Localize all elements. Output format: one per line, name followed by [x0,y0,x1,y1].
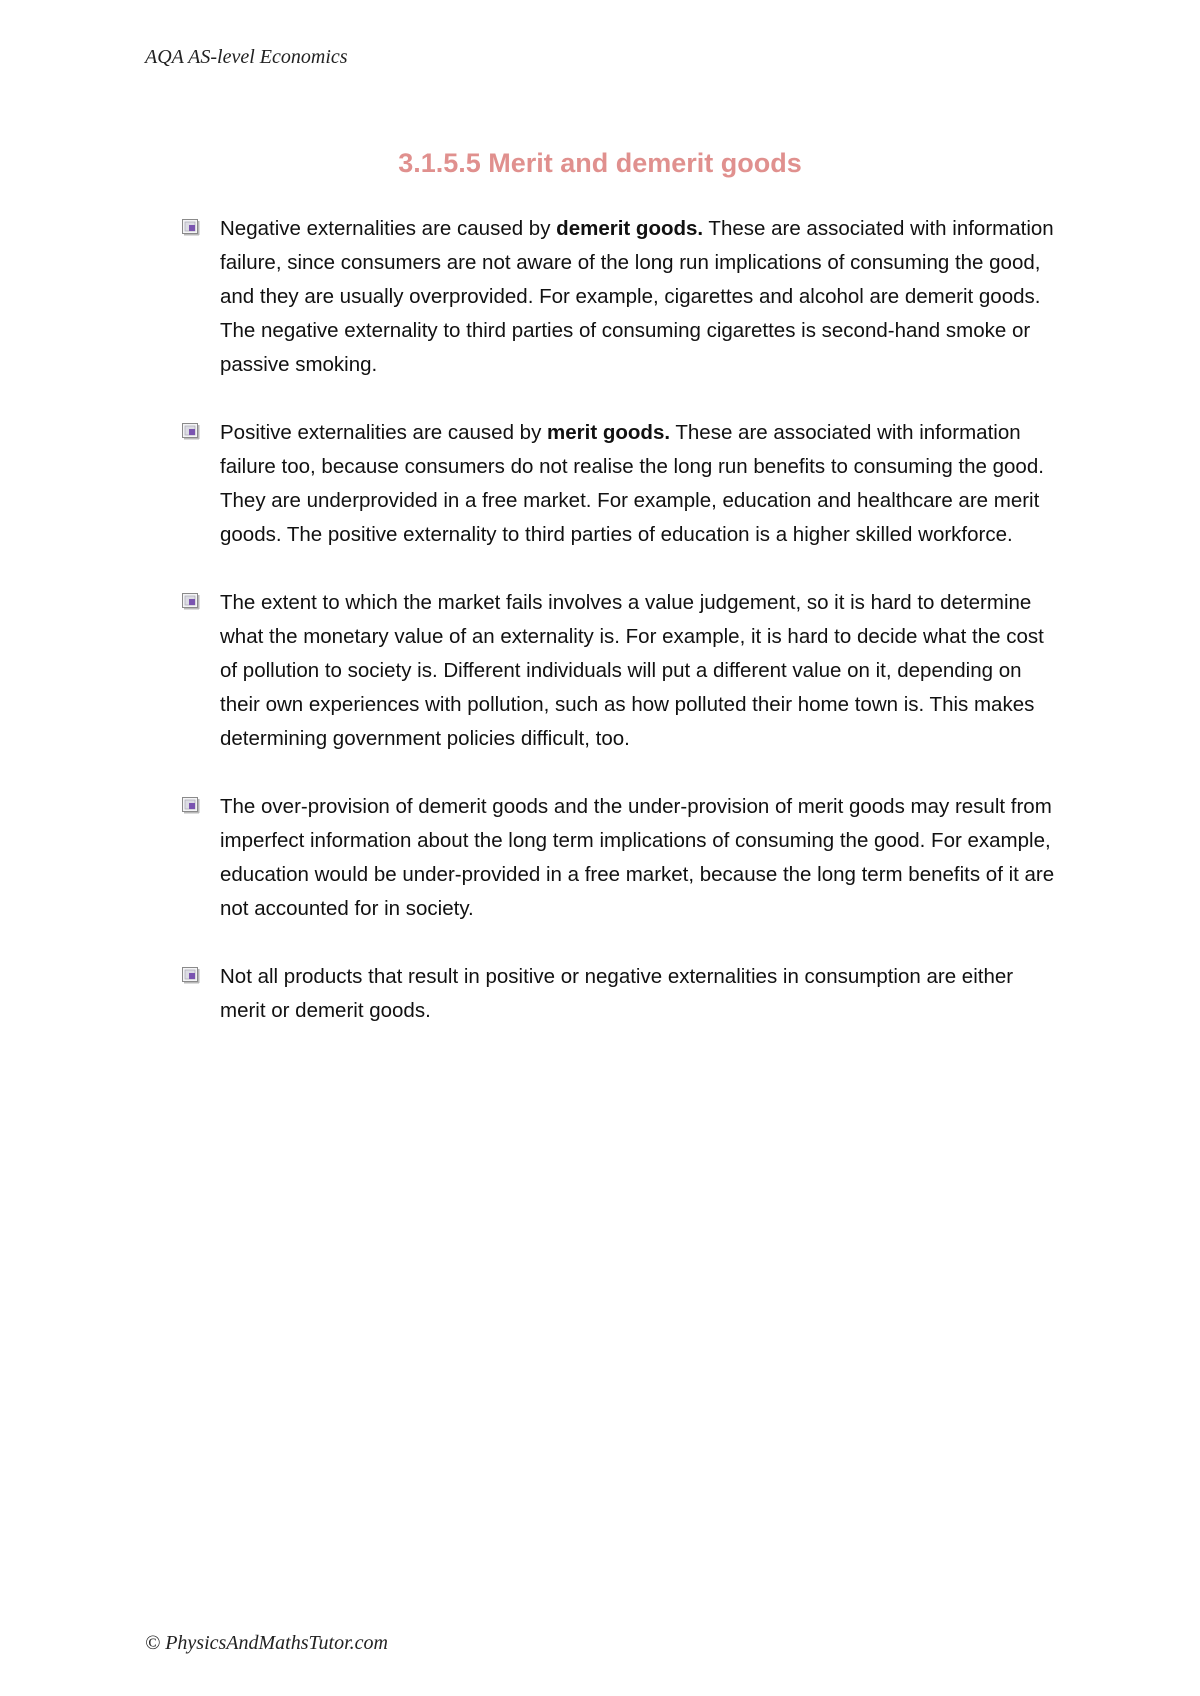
list-item [182,212,1062,382]
item-text: Positive externalities are caused by [220,421,548,444]
picture-bullet-icon [182,593,200,610]
picture-bullet-icon [182,797,200,814]
item-text: The extent to which the market fails involves a value judgement, so it is hard to determine what the monetary value of an externality is. For example, it is hard to decide what the cost of pollution to society is. Different individuals will put a different value on it, depending on their own experiences with pollution, such as how polluted their home town is. This makes determining government policies difficult, too. [220,591,1044,750]
bullet-list [182,212,1062,1062]
list-item [182,960,1062,1028]
page-footer: © PhysicsAndMathsTutor.com [145,1632,388,1654]
item-text: These are associated with information failure too, because consumers do not realise the long run benefits to consuming the good. They are underprovided in a free market. For example, education and healthcare are merit goods. The positive externality to third parties of education is a higher skilled workforce. [220,421,1044,546]
item-text: These are associated with information failure, since consumers are not aware of the long run implications of consuming the good, and they are usually overprovided. For example, cigarettes and alcohol are demerit goods. The negative externality to third parties of consuming cigarettes is second-hand smoke or passive smoking. [220,217,1054,376]
list-item [182,586,1062,756]
picture-bullet-icon [182,219,200,236]
page-title: 3.1.5.5 Merit and demerit goods [398,148,802,178]
picture-bullet-icon [182,423,200,440]
list-item [182,790,1062,926]
item-text: Not all products that result in positive or negative externalities in consumption are either merit or demerit goods. [220,965,1014,1022]
list-item [182,416,1062,552]
item-text: Negative externalities are caused by [220,217,557,240]
item-bold-term: demerit goods. [556,217,704,240]
item-text: The over-provision of demerit goods and the under-provision of merit goods may result from imperfect information about the long term implications of consuming the good. For example, education would be under-provided in a free market, because the long term benefits of it are not accounted for in society. [220,795,1055,920]
picture-bullet-icon [182,967,200,984]
page-header: AQA AS-level Economics [145,46,348,68]
item-bold-term: merit goods. [547,421,671,444]
